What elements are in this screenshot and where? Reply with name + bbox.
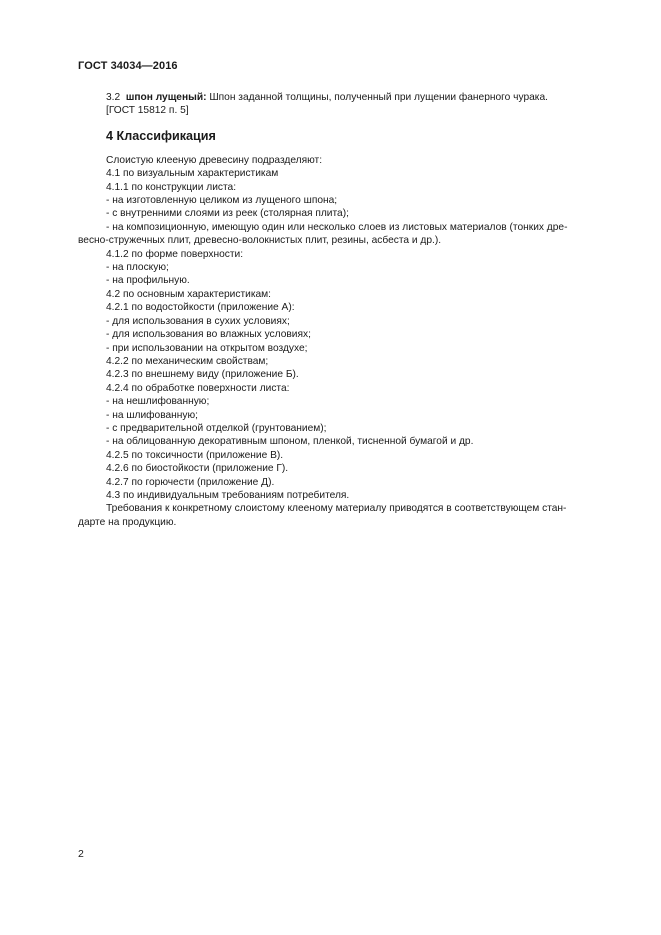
list-item: 4.1.1 по конструкции листа: bbox=[106, 181, 237, 193]
list-item: 4.2.6 по биостойкости (приложение Г). bbox=[106, 463, 289, 475]
list-item: - на изготовленную целиком из лущеного шпона; bbox=[106, 195, 338, 207]
list-item: 4.1 по визуальным характеристикам bbox=[106, 168, 279, 180]
definition-number: 3.2 bbox=[106, 92, 121, 103]
list-item: - с внутренними слоями из реек (столярная плита); bbox=[106, 208, 349, 220]
requirements-line: Требования к конкретному слоистому клееному материалу приводятся в соответствующем стан- bbox=[106, 503, 567, 515]
list-item: 4.3 по индивидуальным требованиям потребителя. bbox=[106, 489, 350, 501]
list-item: 4.1.2 по форме поверхности: bbox=[106, 248, 244, 260]
list-item: - для использования во влажных условиях; bbox=[106, 329, 311, 341]
list-item: 4.2.7 по горючести (приложение Д). bbox=[106, 476, 275, 488]
list-item: - на плоскую; bbox=[106, 262, 169, 274]
list-item: - с предварительной отделкой (грунтованием); bbox=[106, 422, 327, 434]
classification-list bbox=[78, 154, 614, 529]
definition-block bbox=[106, 91, 614, 118]
list-item: - для использования в сухих условиях; bbox=[106, 315, 290, 327]
document-code: ГОСТ 34034—2016 bbox=[78, 60, 178, 72]
list-item: - на профильную. bbox=[106, 275, 190, 287]
list-item: Слоистую клееную древесину подразделяют: bbox=[106, 154, 323, 166]
page-content bbox=[78, 91, 614, 529]
definition-term: шпон лущеный: bbox=[125, 92, 207, 103]
definition-text: Шпон заданной толщины, полученный при лущении фанерного чурака. bbox=[209, 92, 548, 103]
list-item: 4.2.4 по обработке поверхности листа: bbox=[106, 382, 290, 394]
list-item: 4.2.3 по внешнему виду (приложение Б). bbox=[106, 369, 299, 381]
list-item: - на облицованную декоративным шпоном, пленкой, тисненной бумагой и др. bbox=[106, 436, 474, 448]
page-number: 2 bbox=[78, 848, 84, 860]
list-item: 4.2 по основным характеристикам: bbox=[106, 288, 272, 300]
requirements-continuation: дарте на продукцию. bbox=[78, 516, 177, 528]
list-item-continuation: весно-стружечных плит, древесно-волокнистых плит, резины, асбеста и др.). bbox=[78, 235, 442, 247]
list-item: - на композиционную, имеющую один или несколько слоев из листовых материалов (тонких дре- bbox=[106, 221, 568, 233]
section-title: 4 Классификация bbox=[106, 128, 216, 143]
definition-reference: [ГОСТ 15812 п. 5] bbox=[106, 105, 189, 117]
list-item: - при использовании на открытом воздухе; bbox=[106, 342, 308, 354]
definition-line bbox=[106, 91, 614, 104]
list-item: 4.2.5 по токсичности (приложение В). bbox=[106, 449, 284, 461]
list-item: 4.2.1 по водостойкости (приложение А): bbox=[106, 302, 295, 314]
list-item: - на нешлифованную; bbox=[106, 396, 210, 408]
list-item: - на шлифованную; bbox=[106, 409, 198, 421]
list-item: 4.2.2 по механическим свойствам; bbox=[106, 355, 269, 367]
